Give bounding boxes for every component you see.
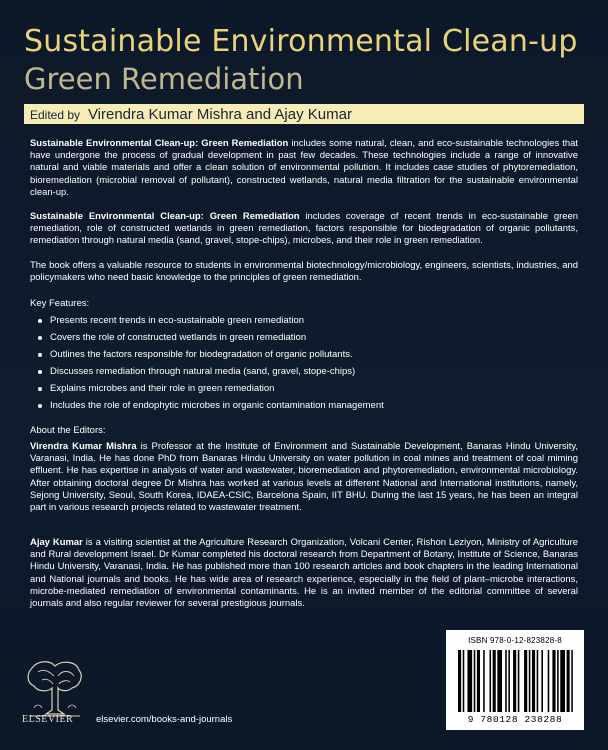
list-item-text: Includes the role of endophytic microbes in organic contamination management: [50, 400, 384, 411]
publisher-url-link[interactable]: elsevier.com/books-and-journals: [96, 714, 233, 725]
editor-1-bio: [30, 441, 578, 514]
key-features-list: [38, 315, 578, 417]
description-paragraph-3: The book offers a valuable resource to students in environmental biotechnology/microbiology, engineers, scientists, industries, and policymakers who need basic knowledge to the principles of green remediation.: [30, 260, 578, 284]
barcode-icon: [458, 650, 576, 712]
barcode-digits: 9 780128 238288: [467, 714, 563, 725]
editor-1-bio-text: is Professor at the Institute of Environment and Sustainable Development, Banaras Hindu University, Varanasi, India. He has done PhD from Banaras Hindu University on water pollution in coal mines and treatment of coal miming effluent. He has expertise in analysis of water and wastewater, bioremediation and phytoremediation, environmental microbiology. After obtaining doctoral degree Dr Mishra has worked at various levels at different National and International institutions, namely, Sejong University, Seoul, South Korea, IDAEA-CSIC, Barcelona Spain, IIT BHU. During the last 15 years, he has been an integral part in various research projects related to wastewater treatment.: [30, 441, 578, 514]
isbn-barcode-box: [446, 630, 584, 730]
list-item-text: Explains microbes and their role in green remediation: [50, 383, 275, 394]
edited-by-label: Edited by: [30, 108, 81, 122]
list-item: [38, 315, 578, 332]
book-title: Sustainable Environmental Clean-up: [24, 24, 578, 59]
list-item: [38, 366, 578, 383]
list-item-text: Presents recent trends in eco-sustainable green remediation: [50, 315, 305, 326]
list-item: [38, 400, 578, 417]
key-features-heading: Key Features:: [30, 298, 90, 309]
list-item: [38, 383, 578, 400]
description-bold-title: Sustainable Environmental Clean-up: Green Remediation: [30, 211, 300, 222]
editor-names: Virendra Kumar Mishra and Ajay Kumar: [87, 106, 352, 123]
about-editors-heading: About the Editors:: [30, 425, 106, 436]
bullet-icon: [38, 336, 42, 340]
editor-2-bio-text: is a visiting scientist at the Agriculture Research Organization, Volcani Center, Rishon Leziyon, Ministry of Agriculture and Rural development Israel. Dr Kumar completed his doctoral research from Department of Botany, Institute of Science, Banaras Hindu University, Varanasi, India. He has published more than 100 research articles and book chapters in the leading International and National journals and books. He has wide area of research experience, especially in the field of plant–microbe interactions, microbe-mediated remediation of environmental contaminants. He is an invited member of the editorial committee of several journals and also regular reviewer for several prestigious journals.: [30, 537, 578, 610]
list-item: [38, 349, 578, 366]
list-item: [38, 332, 578, 349]
bullet-icon: [38, 404, 42, 408]
description-paragraph-1: [30, 138, 578, 199]
isbn-label: ISBN 978-0-12-823828-8: [468, 636, 562, 645]
description-paragraph-2: [30, 211, 578, 248]
editors-bar: [24, 104, 584, 124]
list-item-text: Outlines the factors responsible for biodegradation of organic pollutants.: [50, 349, 353, 360]
publisher-name: ELSEVIER: [22, 714, 74, 725]
bullet-icon: [38, 319, 42, 323]
bullet-icon: [38, 370, 42, 374]
book-subtitle: Green Remediation: [24, 62, 304, 96]
editor-2-name: Ajay Kumar: [30, 537, 83, 548]
editor-2-bio: [30, 537, 578, 610]
elsevier-tree-logo-icon: [24, 658, 86, 720]
list-item-text: Discusses remediation through natural media (sand, gravel, stope-chips): [50, 366, 356, 377]
bullet-icon: [38, 353, 42, 357]
description-text: includes coverage of recent trends in eco-sustainable green remediation, role of constructed wetlands in green remediation, factors responsible for biodegradation of organic pollutants, remediation through natural media (sand, gravel, stope-chips), microbes, and their role in green remediation.: [30, 211, 579, 247]
list-item-text: Covers the role of constructed wetlands in green remediation: [50, 332, 307, 343]
description-bold-title: Sustainable Environmental Clean-up: Green Remediation: [30, 138, 289, 149]
bullet-icon: [38, 387, 42, 391]
editor-1-name: Virendra Kumar Mishra: [30, 441, 137, 452]
description-text: includes some natural, clean, and eco-sustainable technologies that have undergone the process of gradual development in past few decades. These technologies include a range of innovative natural and viable materials and offer a clean solution of environmental pollution. It includes case studies of phytoremediation, bioremediation (microbial removal of pollutant), constructed wetlands, natural media filtration for the sustainable environmental clean-up.: [30, 138, 578, 198]
